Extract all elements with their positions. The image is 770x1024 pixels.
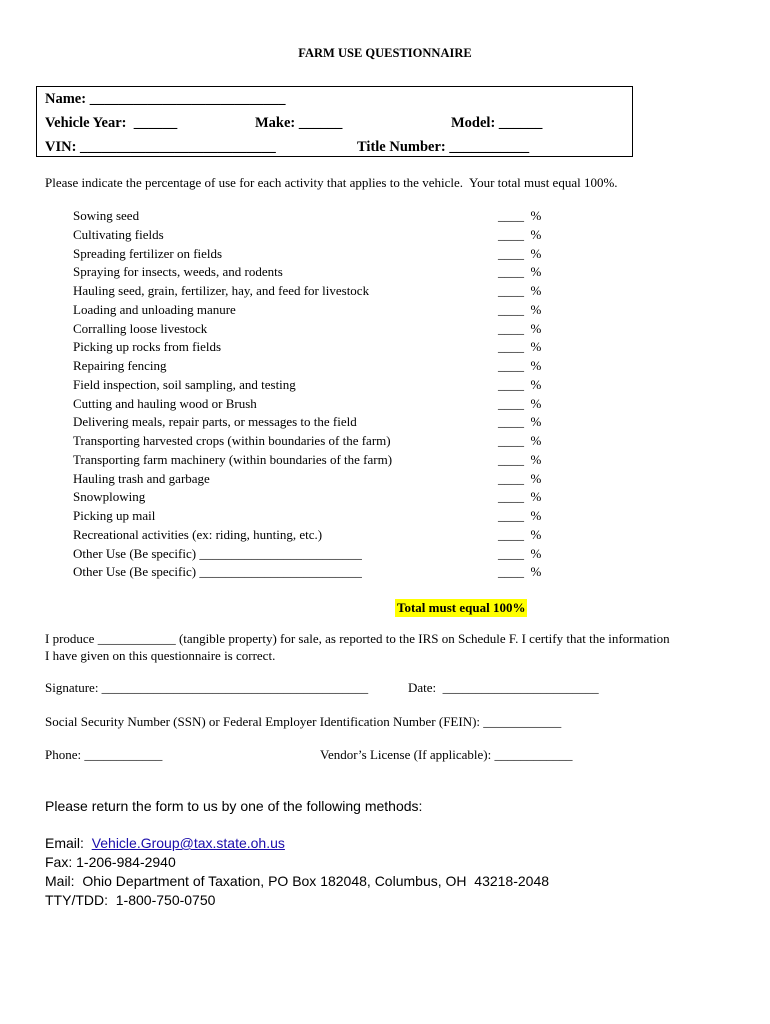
activity-label: Recreational activities (ex: riding, hunting, etc.)	[73, 527, 323, 542]
activity-percent-field[interactable]: ____ %	[498, 433, 542, 448]
activity-percent-field[interactable]: ____ %	[498, 396, 542, 411]
page-title: FARM USE QUESTIONNAIRE	[298, 46, 472, 60]
activity-label: Hauling seed, grain, fertilizer, hay, and feed for livestock	[73, 283, 370, 298]
activity-label: Cultivating fields	[73, 227, 164, 242]
vehicle-year-field[interactable]: Vehicle Year: ______	[45, 115, 178, 131]
tty-line: TTY/TDD: 1-800-750-0750	[45, 892, 216, 908]
vendor-license-field[interactable]: Vendor’s License (If applicable): ____________	[320, 747, 573, 762]
activity-label: Delivering meals, repair parts, or messages to the field	[73, 414, 357, 429]
activity-label: Spreading fertilizer on fields	[73, 246, 223, 261]
email-line	[45, 835, 285, 851]
activity-label: Other Use (Be specific) _________________________	[73, 564, 362, 579]
ssn-fein-field[interactable]: Social Security Number (SSN) or Federal Employer Identification Number (FEIN): ____________	[45, 714, 562, 729]
activity-percent-field[interactable]: ____ %	[498, 227, 542, 242]
activity-label: Field inspection, soil sampling, and testing	[73, 377, 296, 392]
activity-percent-field[interactable]: ____ %	[498, 508, 542, 523]
activity-percent-field[interactable]: ____ %	[498, 377, 542, 392]
activity-percent-field[interactable]: ____ %	[498, 546, 542, 561]
activity-percent-field[interactable]: ____ %	[498, 527, 542, 542]
signature-field[interactable]: Signature: _________________________________________	[45, 680, 369, 695]
email-label: Email:	[45, 835, 92, 851]
activity-percent-field[interactable]: ____ %	[498, 246, 542, 261]
vehicle-info-box	[36, 86, 633, 157]
mail-line: Mail: Ohio Department of Taxation, PO Box 182048, Columbus, OH 43218-2048	[45, 873, 550, 889]
activity-label: Hauling trash and garbage	[73, 471, 210, 486]
activity-percent-field[interactable]: ____ %	[498, 564, 542, 579]
activity-label: Cutting and hauling wood or Brush	[73, 396, 257, 411]
activity-percent-field[interactable]: ____ %	[498, 358, 542, 373]
activity-label: Loading and unloading manure	[73, 302, 236, 317]
fax-line: Fax: 1-206-984-2940	[45, 854, 176, 870]
phone-field[interactable]: Phone: ____________	[45, 747, 163, 762]
instructions: Please indicate the percentage of use for each activity that applies to the vehicle. Your total must equal 100%.	[45, 175, 618, 190]
activity-label: Transporting harvested crops (within boundaries of the farm)	[73, 433, 391, 448]
activity-percent-field[interactable]: ____ %	[498, 339, 542, 354]
activity-label: Spraying for insects, weeds, and rodents	[73, 264, 283, 279]
date-field[interactable]: Date: ________________________	[408, 680, 599, 695]
vin-field[interactable]: VIN: ___________________________	[45, 139, 276, 155]
activity-percent-field[interactable]: ____ %	[498, 321, 542, 336]
activity-label: Transporting farm machinery (within boundaries of the farm)	[73, 452, 393, 467]
activity-label: Corralling loose livestock	[73, 321, 208, 336]
make-field[interactable]: Make: ______	[255, 115, 343, 131]
activity-label: Sowing seed	[73, 208, 140, 223]
certify-line-1[interactable]: I produce ____________ (tangible property) for sale, as reported to the IRS on Schedule F. I certify that the information	[45, 631, 670, 646]
model-field[interactable]: Model: ______	[451, 115, 543, 131]
return-heading: Please return the form to us by one of the following methods:	[45, 798, 423, 814]
activity-percent-field[interactable]: ____ %	[498, 208, 542, 223]
name-field[interactable]: Name: ___________________________	[45, 91, 286, 107]
activity-label: Other Use (Be specific) _________________________	[73, 546, 362, 561]
activity-label: Repairing fencing	[73, 358, 167, 373]
certify-line-2: I have given on this questionnaire is correct.	[45, 648, 276, 663]
activity-label: Picking up rocks from fields	[73, 339, 222, 354]
activity-percent-field[interactable]: ____ %	[498, 302, 542, 317]
activity-percent-field[interactable]: ____ %	[498, 283, 542, 298]
activity-percent-field[interactable]: ____ %	[498, 489, 542, 504]
activity-label: Picking up mail	[73, 508, 156, 523]
activity-percent-field[interactable]: ____ %	[498, 264, 542, 279]
activity-percent-field[interactable]: ____ %	[498, 471, 542, 486]
activity-percent-field[interactable]: ____ %	[498, 452, 542, 467]
activity-percent-field[interactable]: ____ %	[498, 414, 542, 429]
email-link[interactable]: Vehicle.Group@tax.state.oh.us	[91, 835, 285, 851]
activity-label: Snowplowing	[73, 489, 146, 504]
title-number-field[interactable]: Title Number: ___________	[357, 139, 530, 155]
total-note: Total must equal 100%	[397, 600, 526, 615]
